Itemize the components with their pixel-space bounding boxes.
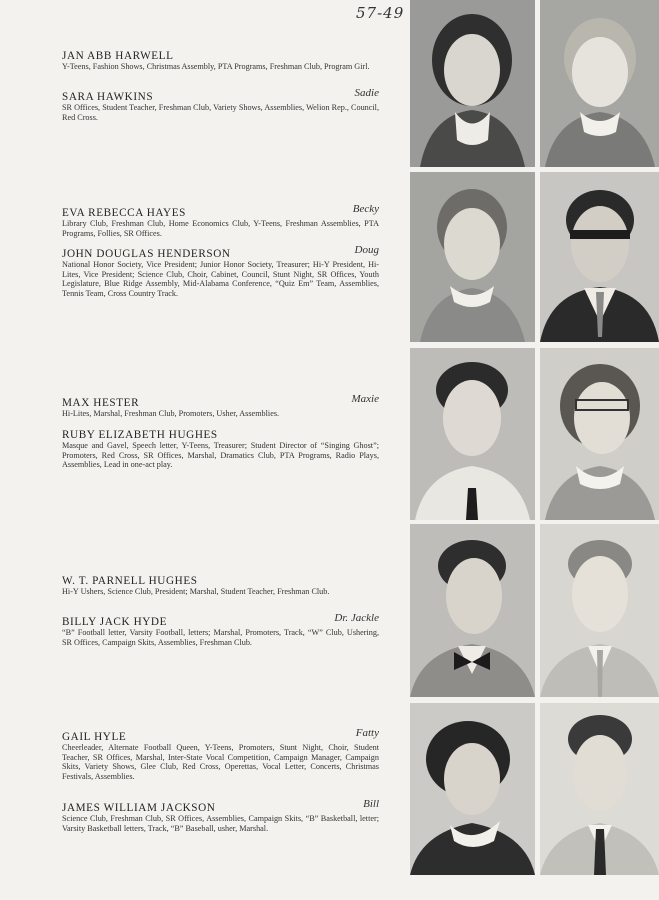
student-name: MAX HESTER [62, 397, 140, 409]
page-number: 57-49 [356, 4, 405, 22]
student-activities: Hi-Y Ushers, Science Club, President; Marshal, Student Teacher, Freshman Club. [62, 587, 330, 596]
student-entry [62, 612, 379, 647]
student-portrait-photo [410, 524, 535, 697]
student-portrait-photo [540, 348, 659, 520]
student-name: RUBY ELIZABETH HUGHES [62, 429, 218, 441]
student-nickname: Bill [363, 798, 379, 810]
student-entry [62, 798, 379, 833]
student-portrait-photo [540, 0, 659, 167]
student-entry [62, 244, 379, 299]
student-entry [62, 425, 379, 470]
student-entry [62, 203, 379, 238]
student-entry [62, 393, 379, 419]
student-name: GAIL HYLE [62, 731, 127, 743]
student-activities: National Honor Society, Vice President; Junior Honor Society, Treasurer; Hi-Y President, Hi-Lites, Vice President; Science Club, Choir, Cabinet, Council, Stunt Night, SR Offices, Youth Legislature, Blue Ridge Assembly, Mid-Alabama Conference, “Quiz Em” Team, Assemblies, Tennis Team, Cross Country Track. [62, 260, 379, 299]
student-nickname: Fatty [355, 727, 379, 739]
student-activities: Masque and Gavel, Speech letter, Y-Teens, Treasurer; Student Director of “Singing Ghost”; Promoters, Red Cross, SR Offices, Marshal, Dramatics Club, PTA Programs, Radio Plays, Assemblies, Lead in one-act play. [62, 441, 379, 470]
student-activities: Science Club, Freshman Club, SR Offices, Assemblies, Campaign Skits, “B” Basketball, letter; Varsity Basketball letters, Track, “B” Baseball, usher, Marshal. [62, 814, 379, 833]
student-name: BILLY JACK HYDE [62, 616, 168, 628]
student-activities: Cheerleader, Alternate Football Queen, Y-Teens, Promoters, Stunt Night, Choir, Student Teacher, SR Offices, Marshal, Inter-State Vocal Competition, Campaign Manager, Campaign Skits, Variety Shows, Glee Club, Red Cross, Operettas, Vocal Letter, Concerts, Christmas Festivals, Assemblies. [62, 743, 379, 782]
student-portrait-photo [540, 703, 659, 875]
student-activities: Y-Teens, Fashion Shows, Christmas Assembly, PTA Programs, Freshman Club, Program Girl. [62, 62, 370, 71]
student-name: W. T. PARNELL HUGHES [62, 575, 198, 587]
student-activities: Hi-Lites, Marshal, Freshman Club, Promoters, Usher, Assemblies. [62, 409, 280, 418]
student-nickname: Sadie [354, 87, 379, 99]
student-activities: Library Club, Freshman Club, Home Economics Club, Y-Teens, Freshman Assemblies, PTA Programs, Follies, SR Offices. [62, 219, 379, 238]
student-nickname: Becky [352, 203, 379, 215]
student-name: SARA HAWKINS [62, 91, 154, 103]
student-name: JAMES WILLIAM JACKSON [62, 802, 216, 814]
student-portrait-photo [410, 348, 535, 520]
student-entry [62, 87, 379, 122]
student-activities: “B” Football letter, Varsity Football, letters; Marshal, Promoters, Track, “W” Club, Ushering, SR Offices, Campaign Skits, Assemblies, Freshman Club. [62, 628, 379, 647]
student-portrait-photo [410, 703, 535, 875]
student-entry [62, 727, 379, 782]
student-portrait-photo [410, 172, 535, 342]
student-nickname: Dr. Jackle [334, 612, 379, 624]
student-name: EVA REBECCA HAYES [62, 207, 186, 219]
student-nickname: Maxie [351, 393, 379, 405]
student-entry [62, 571, 379, 597]
student-activities: SR Offices, Student Teacher, Freshman Club, Variety Shows, Assemblies, Welion Rep., Council, Red Cross. [62, 103, 379, 122]
student-portrait-photo [540, 172, 659, 342]
student-portrait-photo [540, 524, 659, 697]
student-name: JAN ABB HARWELL [62, 50, 174, 62]
student-portrait-photo [410, 0, 535, 167]
student-name: JOHN DOUGLAS HENDERSON [62, 248, 231, 260]
student-nickname: Doug [354, 244, 379, 256]
student-entry [62, 46, 379, 72]
